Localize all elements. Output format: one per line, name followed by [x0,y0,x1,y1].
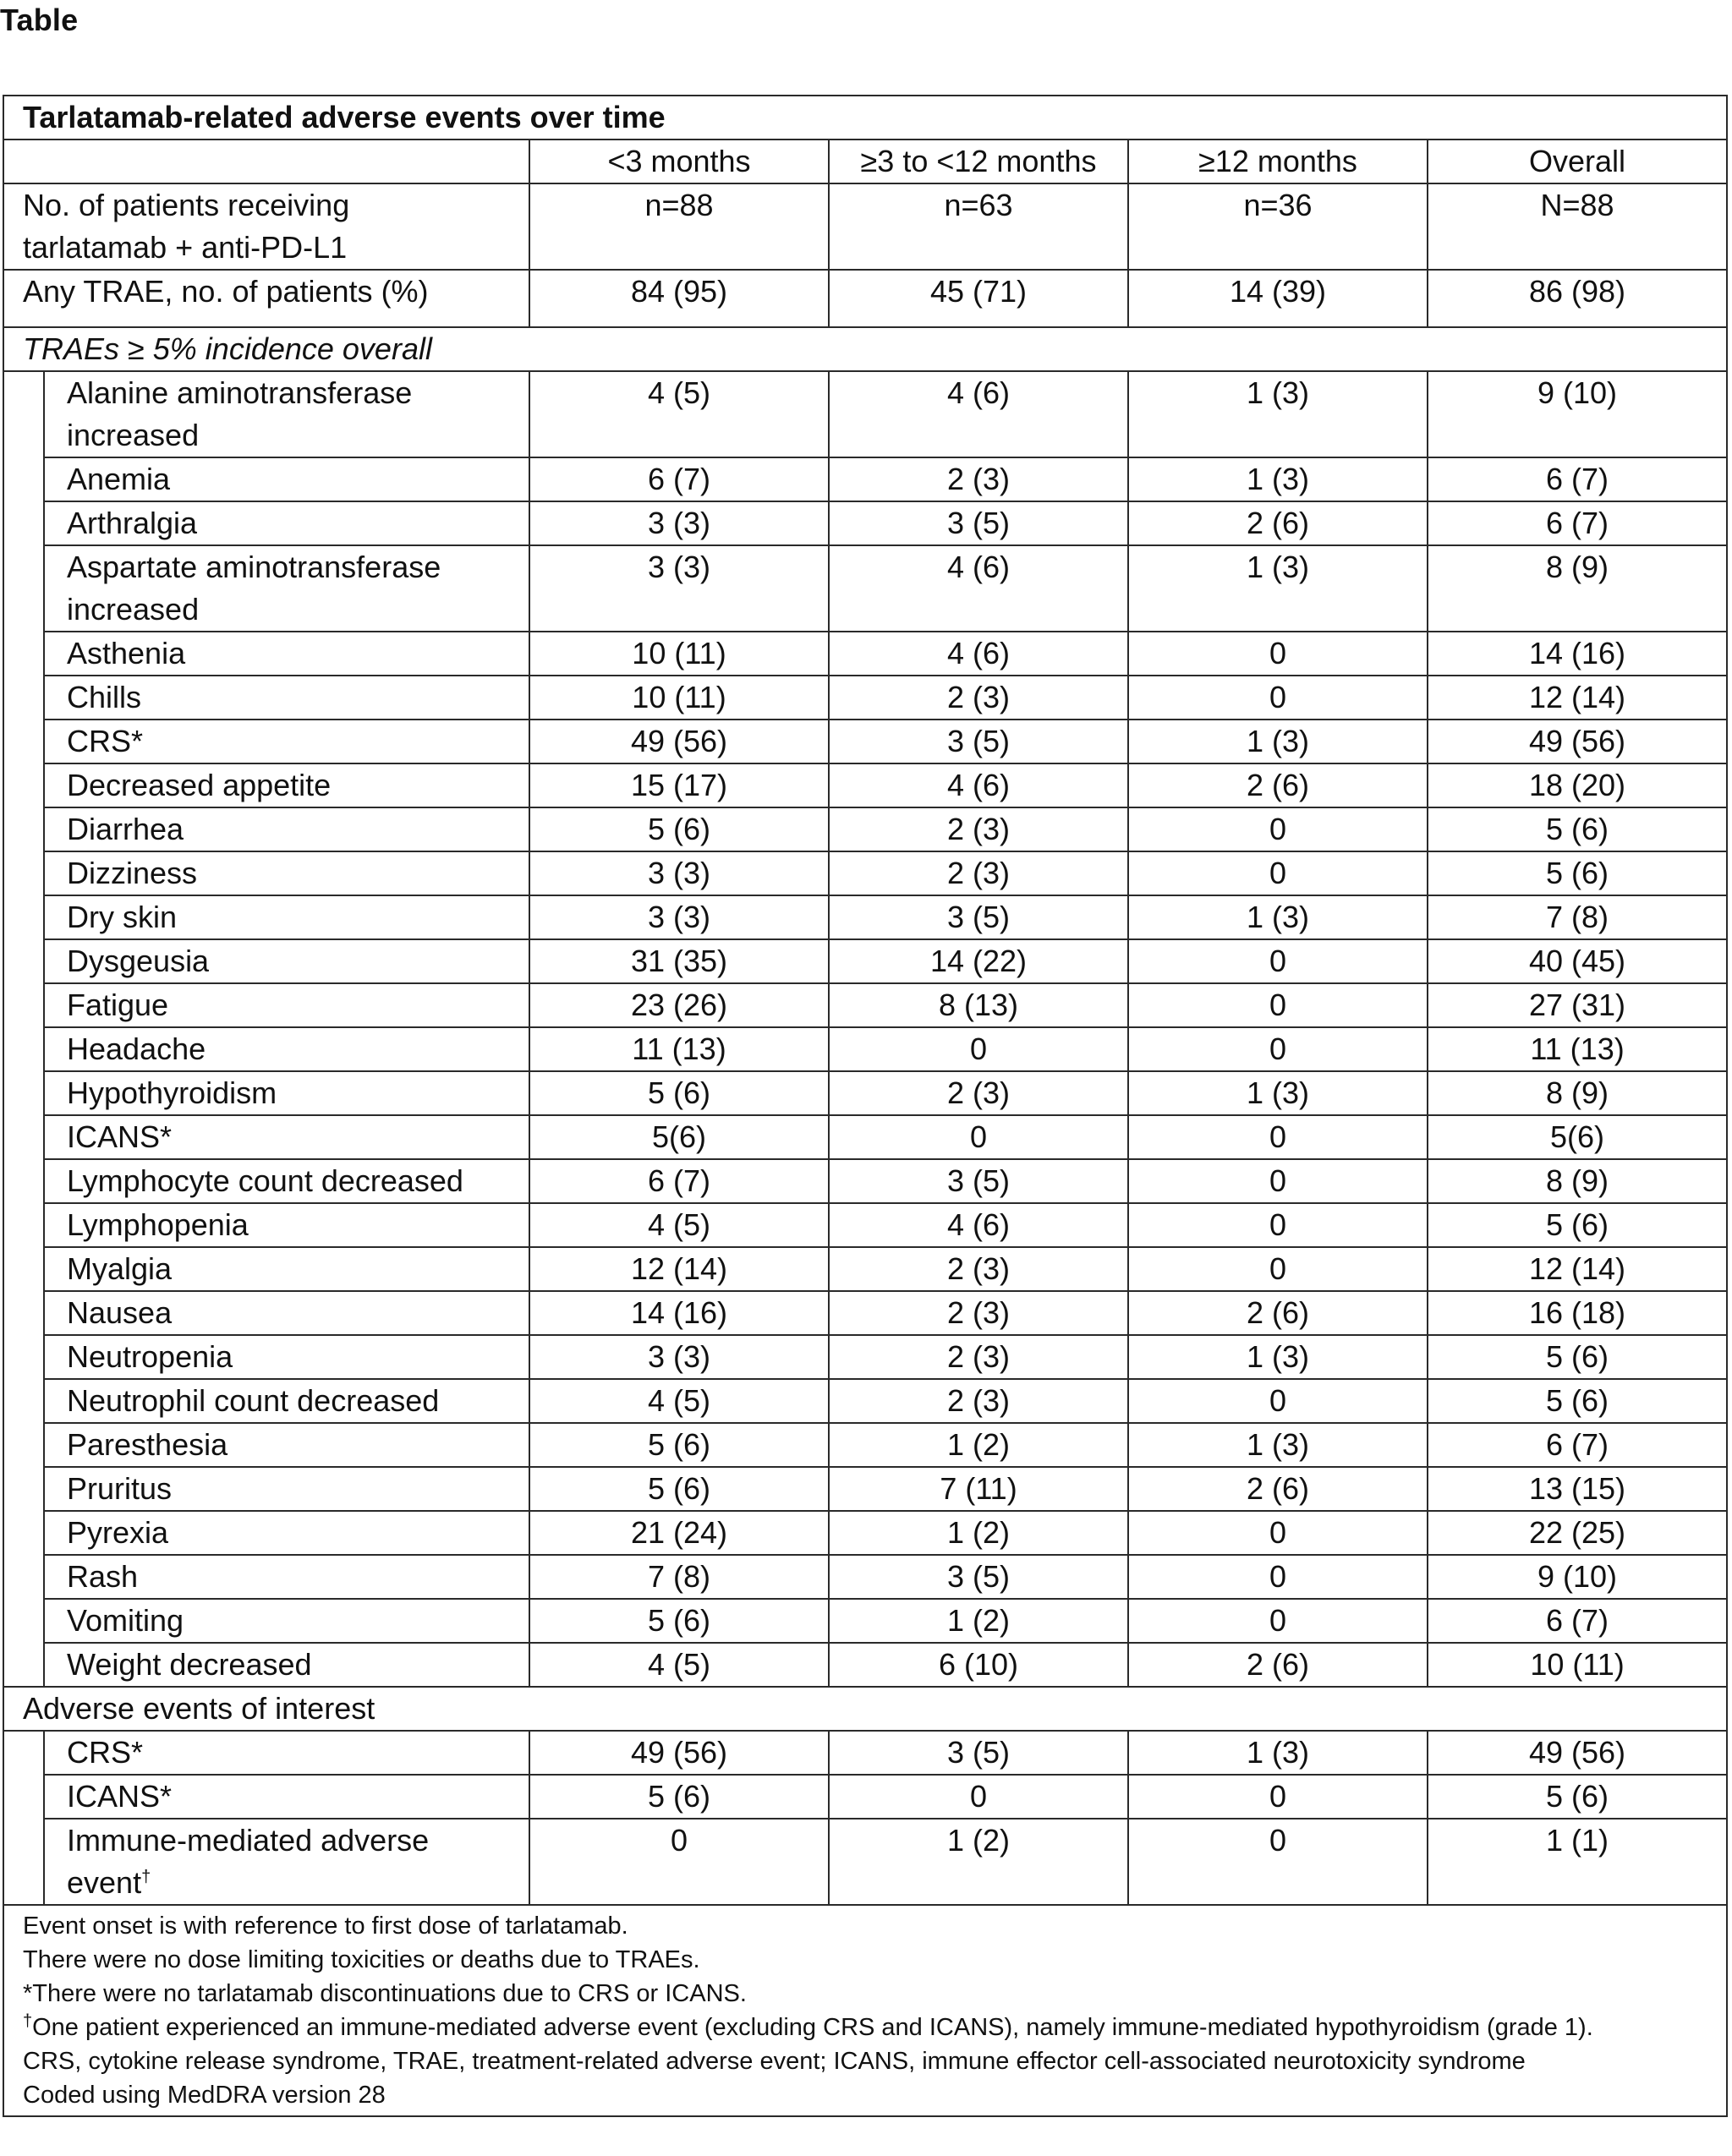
event-value: 8 (9) [1428,1071,1727,1115]
indent-spacer [3,501,44,545]
event-value: 3 (3) [529,851,829,895]
event-value: 12 (14) [529,1247,829,1291]
event-value: 0 [1128,1247,1428,1291]
event-value: 3 (5) [829,895,1128,939]
event-label: Dry skin [44,895,529,939]
event-value: 12 (14) [1428,676,1727,720]
column-header-row [3,140,1727,183]
dagger-mark: † [23,2011,33,2031]
trae-row [3,1467,1727,1511]
event-label: CRS* [44,720,529,763]
event-value: 5 (6) [1428,1379,1727,1423]
event-value: 2 (3) [829,1335,1128,1379]
event-label: Dizziness [44,851,529,895]
trae-row [3,939,1727,983]
indent-spacer [3,983,44,1027]
event-label: Asthenia [44,632,529,676]
event-value: 1 (1) [1428,1819,1727,1905]
event-value: 3 (5) [829,1159,1128,1203]
event-value: 31 (35) [529,939,829,983]
event-value: 6 (7) [1428,1423,1727,1467]
event-label: ICANS* [44,1115,529,1159]
trae-row [3,501,1727,545]
aei-row [3,1819,1727,1905]
trae-row [3,545,1727,632]
indent-spacer [3,851,44,895]
patients-value: n=88 [529,183,829,270]
event-value: 4 (5) [529,371,829,457]
event-label: Decreased appetite [44,763,529,807]
indent-spacer [3,895,44,939]
event-value: 4 (5) [529,1379,829,1423]
event-label: Alanine aminotransferase increased [44,371,529,457]
footnote-line: Event onset is with reference to first dose of tarlatamab. [23,1912,628,1940]
event-value: 1 (3) [1128,1335,1428,1379]
event-value: 11 (13) [529,1027,829,1071]
event-value: 2 (6) [1128,1291,1428,1335]
event-value: 4 (6) [829,545,1128,632]
event-value: 1 (2) [829,1423,1128,1467]
event-label: CRS* [44,1731,529,1775]
indent-spacer [3,1643,44,1687]
event-value: 4 (6) [829,763,1128,807]
event-value: 1 (3) [1128,720,1428,763]
event-label: Neutropenia [44,1335,529,1379]
event-label: Rash [44,1555,529,1599]
header-3-to-12-months: ≥3 to <12 months [829,140,1128,183]
indent-spacer [3,720,44,763]
indent-spacer [3,1775,44,1819]
event-value: 0 [1128,676,1428,720]
event-value: 2 (3) [829,1247,1128,1291]
event-value: 27 (31) [1428,983,1727,1027]
indent-spacer [3,807,44,851]
indent-spacer [3,457,44,501]
indent-spacer [3,1379,44,1423]
header-under-3-months: <3 months [529,140,829,183]
event-value: 4 (5) [529,1643,829,1687]
event-value: 5 (6) [529,1599,829,1643]
table-caption: Tarlatamab-related adverse events over time [3,96,1727,140]
event-value: 2 (3) [829,1291,1128,1335]
indent-spacer [3,1467,44,1511]
indent-spacer [3,1247,44,1291]
event-value: 4 (6) [829,1203,1128,1247]
event-label: Fatigue [44,983,529,1027]
event-value: 1 (2) [829,1511,1128,1555]
footnote-line: CRS, cytokine release syndrome, TRAE, treatment-related adverse event; ICANS, immune effector cell-associated neurotoxicity syndrome [23,2048,1526,2075]
event-value: 0 [1128,939,1428,983]
event-label: Diarrhea [44,807,529,851]
event-label: Dysgeusia [44,939,529,983]
footnote-line: *There were no tarlatamab discontinuations due to CRS or ICANS. [23,1980,747,2007]
indent-spacer [3,1291,44,1335]
event-label: Lymphocyte count decreased [44,1159,529,1203]
event-value: 5(6) [529,1115,829,1159]
footnote-row [3,1905,1727,2116]
trae-row [3,763,1727,807]
event-value: 0 [1128,807,1428,851]
page-heading: Table [0,3,79,37]
event-value: 1 (3) [1128,1423,1428,1467]
traes-section-row [3,327,1727,371]
indent-spacer [3,1731,44,1775]
indent-spacer [3,1115,44,1159]
event-value: 5 (6) [529,1071,829,1115]
event-value: 1 (3) [1128,1731,1428,1775]
event-label: Anemia [44,457,529,501]
any-trae-row [3,270,1727,327]
event-value: 6 (7) [529,1159,829,1203]
event-value: 2 (6) [1128,1643,1428,1687]
event-value: 0 [1128,1379,1428,1423]
event-value: 10 (11) [529,632,829,676]
indent-spacer [3,763,44,807]
event-label: Myalgia [44,1247,529,1291]
event-value: 7 (11) [829,1467,1128,1511]
trae-row [3,895,1727,939]
event-value: 14 (16) [1428,632,1727,676]
trae-row [3,1291,1727,1335]
trae-row [3,1247,1727,1291]
trae-row [3,1555,1727,1599]
trae-row [3,371,1727,457]
event-value: 8 (13) [829,983,1128,1027]
event-value: 18 (20) [1428,763,1727,807]
event-value: 3 (5) [829,720,1128,763]
event-value: 0 [1128,1159,1428,1203]
event-value: 5 (6) [529,1775,829,1819]
indent-spacer [3,1027,44,1071]
event-label: Vomiting [44,1599,529,1643]
aei-section-row [3,1687,1727,1731]
event-value: 2 (3) [829,676,1128,720]
event-value: 11 (13) [1428,1027,1727,1071]
event-label: Headache [44,1027,529,1071]
trae-row [3,1423,1727,1467]
event-value: 3 (5) [829,501,1128,545]
header-overall: Overall [1428,140,1727,183]
event-value: 0 [1128,1775,1428,1819]
event-value: 2 (3) [829,851,1128,895]
event-value: 2 (3) [829,457,1128,501]
event-label: Aspartate aminotransferase increased [44,545,529,632]
event-value: 0 [829,1775,1128,1819]
event-label: Pyrexia [44,1511,529,1555]
event-label: Weight decreased [44,1643,529,1687]
event-value: 1 (3) [1128,545,1428,632]
indent-spacer [3,1511,44,1555]
footnote-line: There were no dose limiting toxicities or deaths due to TRAEs. [23,1946,700,1973]
event-value: 0 [529,1819,829,1905]
event-value: 40 (45) [1428,939,1727,983]
event-value: 22 (25) [1428,1511,1727,1555]
event-value: 10 (11) [529,676,829,720]
event-value: 12 (14) [1428,1247,1727,1291]
event-value: 2 (3) [829,1071,1128,1115]
trae-row [3,1027,1727,1071]
indent-spacer [3,1599,44,1643]
indent-spacer [3,1423,44,1467]
indent-spacer [3,676,44,720]
event-value: 6 (7) [1428,1599,1727,1643]
trae-row [3,632,1727,676]
event-value: 1 (2) [829,1599,1128,1643]
header-12-months-plus: ≥12 months [1128,140,1428,183]
any-trae-value: 14 (39) [1128,270,1428,327]
any-trae-label: Any TRAE, no. of patients (%) [3,270,529,327]
patients-value: n=63 [829,183,1128,270]
indent-spacer [3,1555,44,1599]
event-value: 14 (16) [529,1291,829,1335]
event-value: 2 (6) [1128,501,1428,545]
trae-row [3,720,1727,763]
event-label: Hypothyroidism [44,1071,529,1115]
event-value: 0 [1128,851,1428,895]
event-value: 2 (6) [1128,1467,1428,1511]
event-value: 0 [1128,983,1428,1027]
event-value: 3 (3) [529,501,829,545]
event-value: 0 [829,1115,1128,1159]
event-value: 7 (8) [1428,895,1727,939]
event-value: 1 (3) [1128,371,1428,457]
event-value: 14 (22) [829,939,1128,983]
event-value: 3 (5) [829,1555,1128,1599]
event-value: 0 [1128,1027,1428,1071]
event-value: 4 (6) [829,632,1128,676]
indent-spacer [3,545,44,632]
event-value: 3 (3) [529,895,829,939]
trae-row [3,457,1727,501]
event-value: 0 [1128,632,1428,676]
trae-row [3,1159,1727,1203]
indent-spacer [3,1159,44,1203]
footnotes [3,1905,1727,2116]
event-value: 0 [1128,1555,1428,1599]
event-value: 49 (56) [1428,720,1727,763]
event-value: 49 (56) [529,1731,829,1775]
event-value: 15 (17) [529,763,829,807]
event-value: 8 (9) [1428,545,1727,632]
event-value: 0 [1128,1511,1428,1555]
aei-row [3,1731,1727,1775]
traes-section-label: TRAEs ≥ 5% incidence overall [3,327,1727,371]
indent-spacer [3,1071,44,1115]
trae-row [3,1071,1727,1115]
event-label: ICANS* [44,1775,529,1819]
trae-row [3,1379,1727,1423]
event-value: 5 (6) [1428,807,1727,851]
event-value: 0 [829,1027,1128,1071]
trae-row [3,1511,1727,1555]
footnote-line: Coded using MedDRA version 28 [23,2082,386,2109]
event-label: Pruritus [44,1467,529,1511]
event-label: Chills [44,676,529,720]
event-value: 5 (6) [529,807,829,851]
header-empty-cell [3,140,529,183]
event-value: 5 (6) [1428,1335,1727,1379]
event-value: 1 (3) [1128,895,1428,939]
event-value: 1 (3) [1128,457,1428,501]
event-value: 0 [1128,1819,1428,1905]
event-label: Arthralgia [44,501,529,545]
indent-spacer [3,1819,44,1905]
event-value: 5 (6) [1428,1203,1727,1247]
trae-row [3,1335,1727,1379]
event-value: 23 (26) [529,983,829,1027]
trae-row [3,851,1727,895]
patients-value: n=36 [1128,183,1428,270]
trae-row [3,1599,1727,1643]
event-value: 5(6) [1428,1115,1727,1159]
trae-row [3,807,1727,851]
event-value: 1 (2) [829,1819,1128,1905]
patients-label: No. of patients receiving tarlatamab + anti-PD-L1 [3,183,529,270]
any-trae-value: 86 (98) [1428,270,1727,327]
trae-row [3,983,1727,1027]
event-value: 5 (6) [1428,851,1727,895]
event-value: 3 (5) [829,1731,1128,1775]
event-value: 6 (7) [1428,501,1727,545]
event-value: 0 [1128,1599,1428,1643]
event-value: 3 (3) [529,1335,829,1379]
event-value: 21 (24) [529,1511,829,1555]
event-value: 9 (10) [1428,1555,1727,1599]
adverse-events-table [3,95,1728,2117]
event-value: 49 (56) [1428,1731,1727,1775]
event-label: Lymphopenia [44,1203,529,1247]
indent-spacer [3,1203,44,1247]
trae-row [3,676,1727,720]
indent-spacer [3,632,44,676]
event-value: 0 [1128,1203,1428,1247]
footnote-line: †One patient experienced an immune-mediated adverse event (excluding CRS and ICANS), namely immune-mediated hypothyroidism (grade 1). [23,2011,1593,2041]
event-value: 3 (3) [529,545,829,632]
any-trae-value: 84 (95) [529,270,829,327]
event-value: 2 (3) [829,807,1128,851]
event-value: 4 (5) [529,1203,829,1247]
any-trae-value: 45 (71) [829,270,1128,327]
event-value: 5 (6) [529,1423,829,1467]
event-value: 8 (9) [1428,1159,1727,1203]
aei-row [3,1775,1727,1819]
event-value: 16 (18) [1428,1291,1727,1335]
event-value: 4 (6) [829,371,1128,457]
caption-row [3,96,1727,140]
indent-spacer [3,371,44,457]
event-label: Nausea [44,1291,529,1335]
event-value: 6 (7) [1428,457,1727,501]
event-value: 7 (8) [529,1555,829,1599]
patients-row [3,183,1727,270]
trae-row [3,1643,1727,1687]
event-value: 2 (3) [829,1379,1128,1423]
event-label: Paresthesia [44,1423,529,1467]
event-value: 1 (3) [1128,1071,1428,1115]
event-value: 2 (6) [1128,763,1428,807]
event-value: 5 (6) [1428,1775,1727,1819]
aei-section-label: Adverse events of interest [3,1687,1727,1731]
event-value: 0 [1128,1115,1428,1159]
event-value: 5 (6) [529,1467,829,1511]
event-value: 49 (56) [529,720,829,763]
event-value: 13 (15) [1428,1467,1727,1511]
patients-value: N=88 [1428,183,1727,270]
dagger-mark: † [141,1868,151,1886]
trae-row [3,1115,1727,1159]
event-label: Immune-mediated adverse event† [44,1819,529,1905]
trae-row [3,1203,1727,1247]
indent-spacer [3,939,44,983]
event-label: Neutrophil count decreased [44,1379,529,1423]
event-value: 6 (7) [529,457,829,501]
event-value: 9 (10) [1428,371,1727,457]
indent-spacer [3,1335,44,1379]
event-value: 10 (11) [1428,1643,1727,1687]
event-value: 6 (10) [829,1643,1128,1687]
